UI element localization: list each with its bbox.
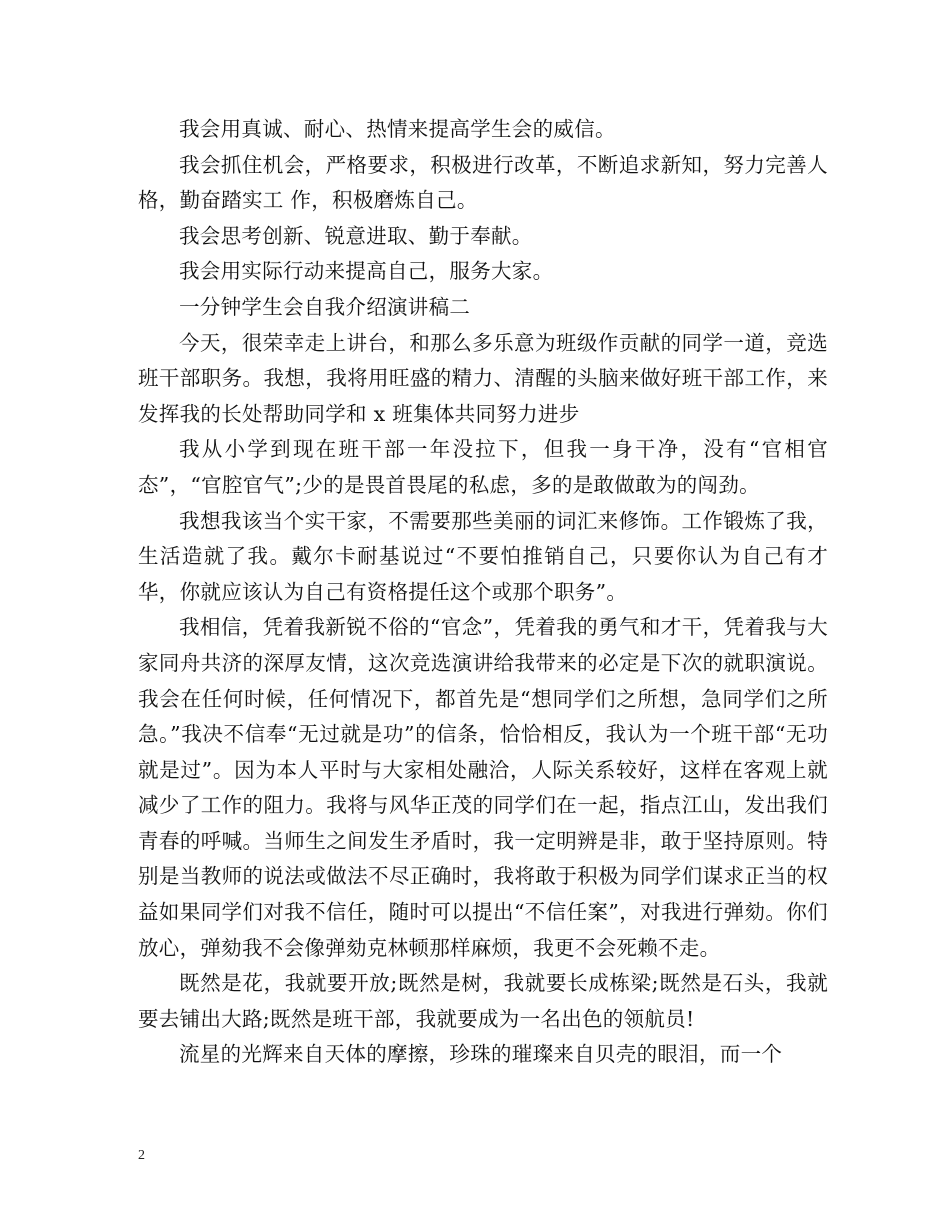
paragraph-9: 我相信，凭着我新锐不俗的“官念”，凭着我的勇气和才干，凭着我与大家同舟共济的深厚友情，这次竞选演讲给我带来的必定是下次的就职演说。我会在任何时候，任何情况下，都首先是“想同学们之所想，急同学们之所急。”我决不信奉“无过就是功”的信条，恰恰相反，我认为一个班干部“无功就是过”。因为本人平时与大家相处融洽，人际关系较好，这样在客观上就减少了工作的阻力。我将与风华正茂的同学们在一起，指点江山，发出我们青春的呼喊。当师生之间发生矛盾时，我一定明辨是非，敢于坚持原则。特别是当教师的说法或做法不尽正确时，我将敢于积极为同学们谋求正当的权益如果同学们对我不信任，随时可以提出“不信任案”，对我进行弹劾。你们放心，弹劾我不会像弹劾克林顿那样麻烦，我更不会死赖不走。: [138, 615, 828, 960]
paragraph-1: 我会用真诚、耐心、热情来提高学生会的威信。: [179, 117, 616, 141]
paragraph-7: 我从小学到现在班干部一年没拉下，但我一身干净，没有“官相官态”，“官腔官气”;少的是畏首畏尾的私虑，多的是敢做敢为的闯劲。: [138, 437, 828, 497]
paragraph-3: 我会思考创新、锐意进取、勤于奉献。: [179, 223, 533, 248]
section-heading: 一分钟学生会自我介绍演讲稿二: [179, 294, 471, 319]
paragraph-2: 我会抓住机会，严格要求，积极进行改革，不断追求新知，努力完善人格，勤奋踏实工 作，积极磨炼自己。: [138, 152, 828, 213]
paragraph-8: 我想我该当个实干家，不需要那些美丽的词汇来修饰。工作锻炼了我，生活造就了我。戴尔卡耐基说过“不要怕推销自己，只要你认为自己有才华，你就应该认为自己有资格提任这个或那个职务”。: [138, 508, 828, 604]
paragraph-6: 今天，很荣幸走上讲台，和那么多乐意为班级作贡献的同学一道，竞选班干部职务。我想，我将用旺盛的精力、清醒的头脑来做好班干部工作，来发挥我的长处帮助同学和 x 班集体共同努力进步: [138, 330, 828, 426]
document-body: [138, 112, 828, 1073]
paragraph-4: 我会用实际行动来提高自己，服务大家。: [179, 259, 554, 284]
paragraph-10: 既然是花，我就要开放;既然是树，我就要长成栋梁;既然是石头，我就要去铺出大路;既然是班干部，我就要成为一名出色的领航员!: [138, 971, 828, 1031]
paragraph-11: 流星的光辉来自天体的摩擦，珍珠的璀璨来自贝壳的眼泪，而一个: [179, 1042, 783, 1067]
page-number: 2: [138, 1148, 145, 1163]
